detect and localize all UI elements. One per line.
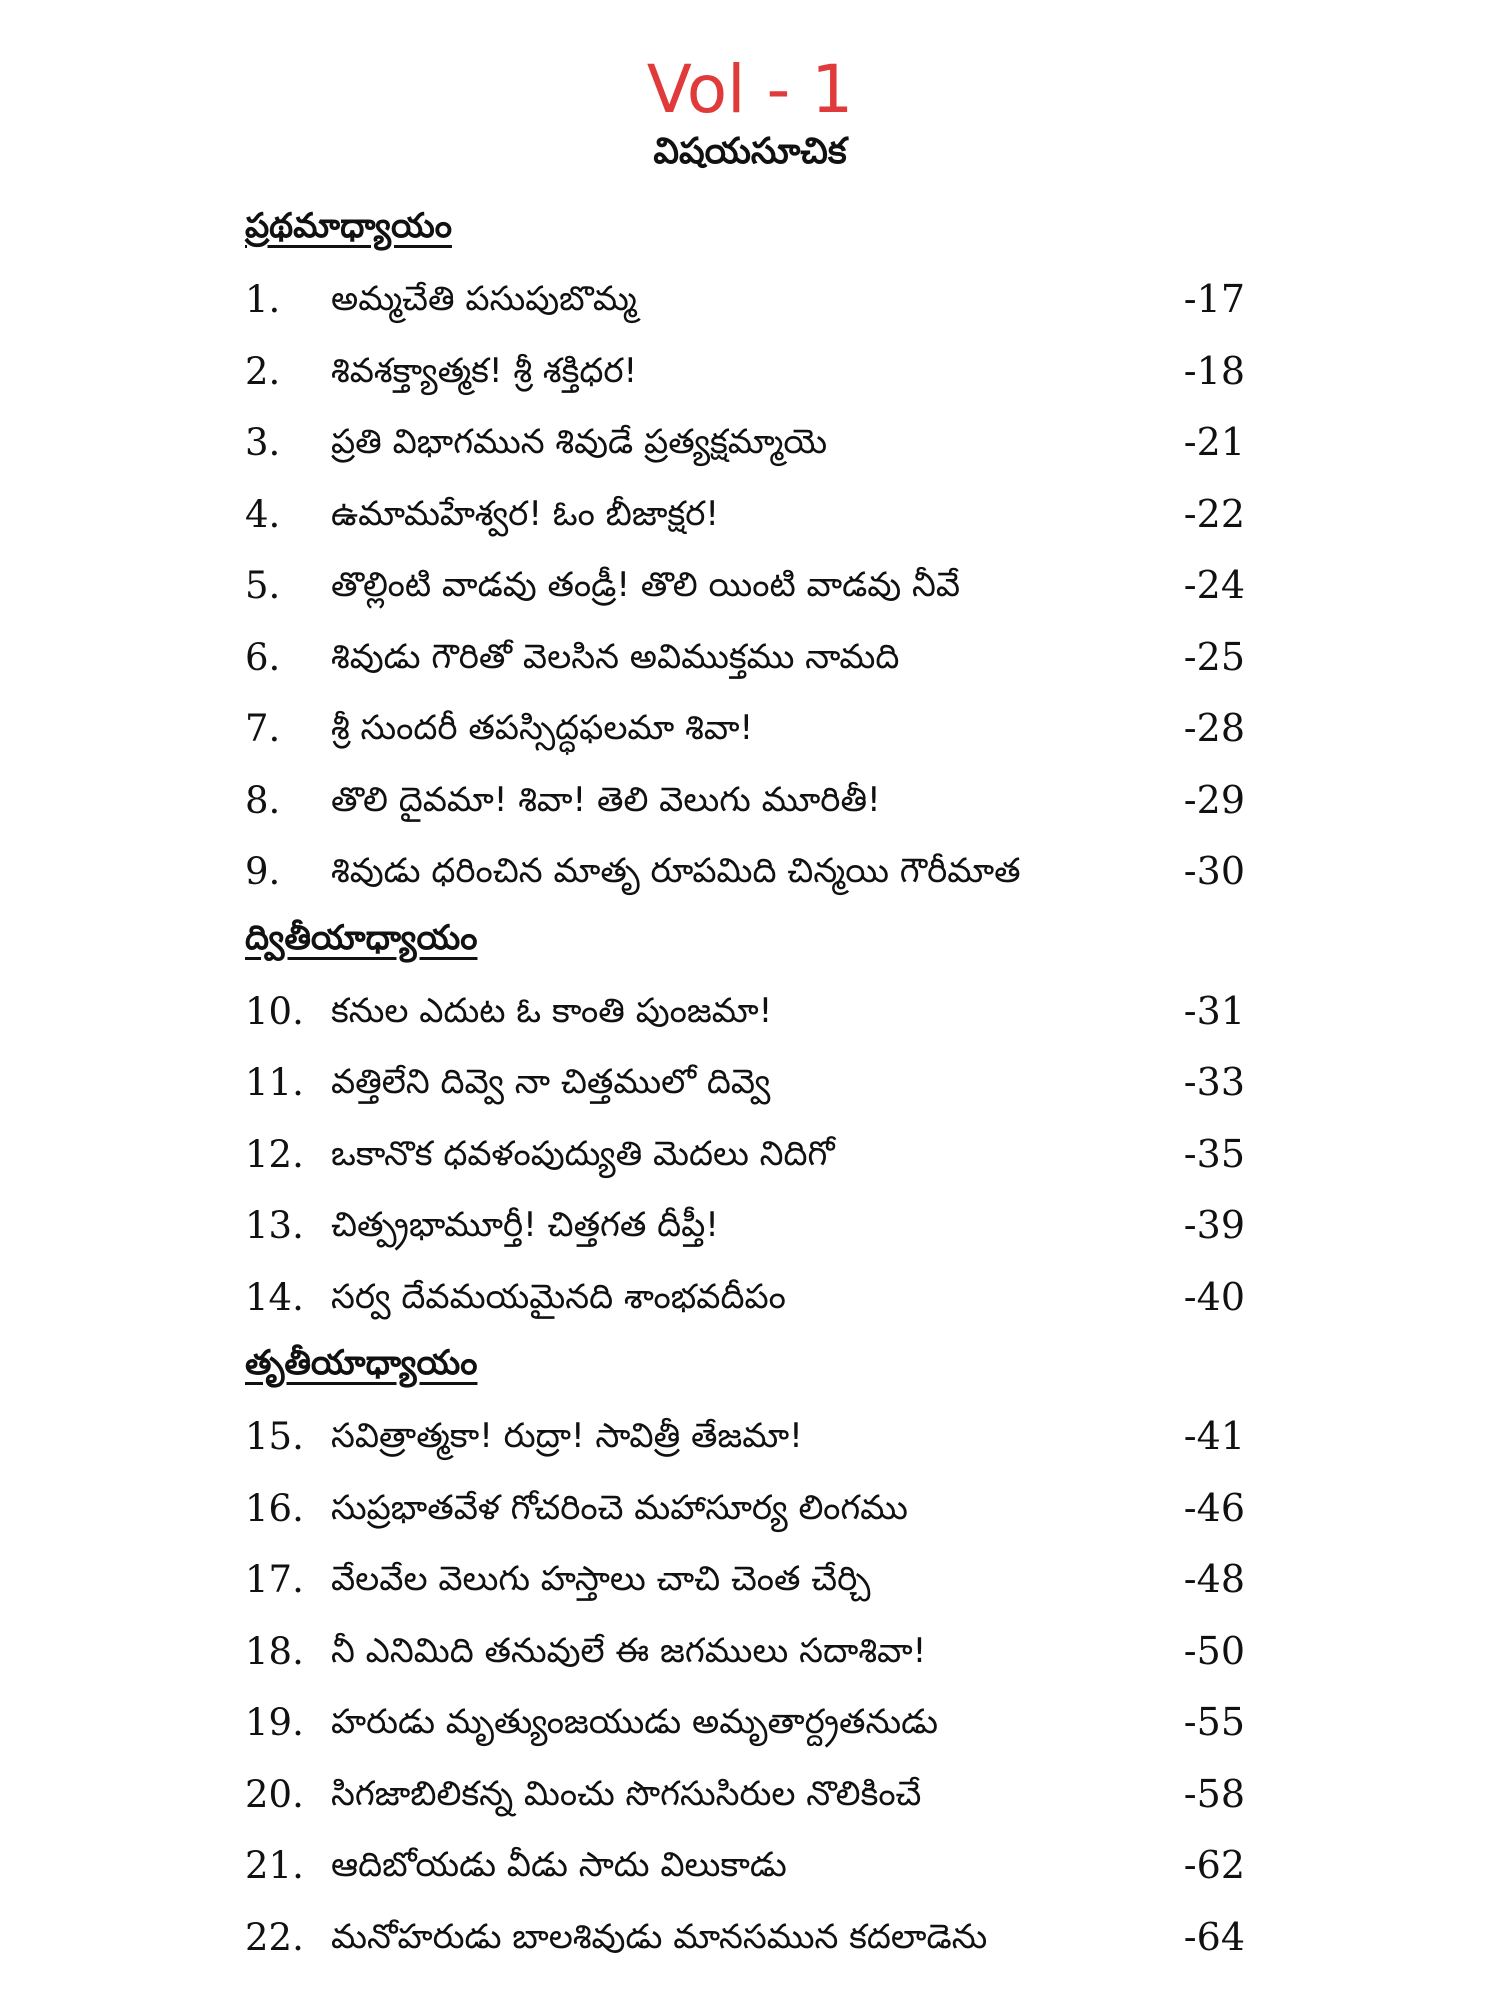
entry-title: చిత్ప్రభామూర్తీ! చిత్తగత దీప్తీ! (331, 1205, 719, 1245)
entry-page: -39 (1183, 1203, 1245, 1247)
entry-title: కనుల ఎదుట ఓ కాంతి పుంజమా! (331, 990, 773, 1031)
entry-number: 4. (245, 492, 281, 536)
entry-page: -48 (1183, 1557, 1245, 1601)
toc-entry (245, 1119, 1245, 1191)
entry-page: -50 (1183, 1628, 1245, 1673)
table-of-contents (245, 196, 1245, 1973)
entry-title: సవిత్రాత్మకా! రుద్రా! సావిత్రీ తేజమా! (331, 1416, 803, 1456)
toc-entry (245, 1687, 1245, 1759)
entry-number: 15. (245, 1415, 304, 1458)
toc-entry (245, 1262, 1245, 1334)
toc-entry (245, 1616, 1245, 1688)
entry-number: 19. (245, 1701, 304, 1744)
entry-title: మనోహరుడు బాలశివుడు మానసమున కదలాడెను (331, 1916, 988, 1957)
entry-title: ఒకానొక ధవళంపుద్యుతి మెదలు నిదిగో (331, 1133, 835, 1174)
index-title: విషయసూచిక (653, 131, 847, 172)
chapter-heading-text: ద్వితీయాధ్యాయం (245, 917, 478, 958)
entry-page: -22 (1183, 491, 1245, 536)
toc-entry (245, 693, 1245, 765)
entry-number: 1. (245, 278, 281, 321)
entry-title: శివుడు ధరించిన మాతృ రూపమిది చిన్మయి గౌరీమాత (331, 851, 1021, 891)
toc-entry (245, 1047, 1245, 1119)
entry-number: 21. (245, 1844, 304, 1887)
entry-number: 6. (245, 635, 281, 679)
entry-title: నీ ఎనిమిది తనువులే ఈ జగములు సదాశివా! (331, 1630, 927, 1671)
entry-title: అమ్మచేతి పసుపుబొమ్మ (331, 279, 637, 319)
entry-page: -18 (1183, 348, 1245, 393)
entry-title: సుప్రభాతవేళ గోచరించె మహాసూర్య లింగము (331, 1487, 908, 1528)
entry-page: -21 (1183, 420, 1245, 464)
entry-title: వత్తిలేని దివ్వె నా చిత్తములో దివ్వె (331, 1062, 771, 1102)
toc-entry (245, 479, 1245, 551)
chapter-heading (245, 1333, 1245, 1401)
entry-title: హరుడు మృత్యుంజయుడు అమృతార్ద్రతనుడు (331, 1702, 939, 1742)
entry-page: -58 (1183, 1771, 1245, 1816)
entry-title: వేలవేల వెలుగు హస్తాలు చాచి చెంత చేర్చి (331, 1559, 871, 1599)
toc-entry (245, 836, 1245, 908)
entry-title: తొలి దైవమా! శివా! తెలి వెలుగు మూరితీ! (331, 779, 881, 820)
entry-title: ప్రతి విభాగమున శివుడే ప్రత్యక్షమ్మాయె (331, 422, 828, 462)
toc-entry (245, 1759, 1245, 1831)
entry-title: సర్వ దేవమయమైనది శాంభవదీపం (331, 1276, 786, 1317)
entry-page: -55 (1183, 1700, 1245, 1744)
entry-page: -28 (1183, 706, 1245, 750)
entry-number: 14. (245, 1275, 304, 1319)
entry-number: 11. (245, 1061, 304, 1104)
toc-entry (245, 1544, 1245, 1616)
entry-number: 8. (245, 778, 281, 822)
entry-title: తొల్లింటి వాడవు తండ్రీ! తొలి యింటి వాడవు నీవే (331, 565, 961, 605)
chapter-heading (245, 196, 1245, 264)
entry-title: ఉమామహేశ్వర! ఓం బీజాక్షర! (331, 493, 719, 534)
entry-page: -46 (1183, 1485, 1245, 1530)
entry-number: 10. (245, 989, 304, 1033)
entry-number: 3. (245, 421, 281, 464)
entry-page: -24 (1183, 563, 1245, 607)
entry-number: 20. (245, 1772, 304, 1816)
entry-title: శివశక్త్యాత్మక! శ్రీ శక్తిధర! (331, 350, 638, 391)
entry-title: శివుడు గౌరితో వెలసిన అవిముక్తము నామది (331, 636, 900, 677)
toc-entry (245, 550, 1245, 622)
chapter-heading (245, 908, 1245, 976)
entry-number: 17. (245, 1558, 304, 1601)
entry-page: -35 (1183, 1131, 1245, 1176)
chapter-heading-text: తృతీయాధ్యాయం (245, 1343, 478, 1383)
entry-number: 2. (245, 349, 281, 393)
entry-page: -25 (1183, 634, 1245, 679)
entry-page: -17 (1183, 277, 1245, 321)
volume-title: Vol - 1 (646, 51, 854, 128)
entry-number: 13. (245, 1204, 304, 1247)
toc-entry (245, 976, 1245, 1048)
entry-page: -31 (1183, 988, 1245, 1033)
entry-page: -30 (1183, 849, 1245, 893)
entry-number: 18. (245, 1629, 304, 1673)
toc-entry (245, 407, 1245, 479)
toc-entry (245, 264, 1245, 336)
entry-title: ఆదిబోయడు వీడు సాదు విలుకాడు (331, 1845, 787, 1885)
toc-entry (245, 336, 1245, 408)
entry-page: -29 (1183, 777, 1245, 822)
toc-entry (245, 1190, 1245, 1262)
entry-page: -40 (1183, 1274, 1245, 1319)
toc-entry (245, 622, 1245, 694)
entry-page: -33 (1183, 1060, 1245, 1104)
entry-page: -64 (1183, 1914, 1245, 1959)
toc-entry (245, 765, 1245, 837)
entry-number: 12. (245, 1132, 304, 1176)
entry-page: -62 (1183, 1843, 1245, 1887)
entry-title: సిగజాబిలికన్న మించు సొగసుసిరుల నొలికించే (331, 1773, 922, 1814)
toc-entry (245, 1473, 1245, 1545)
toc-entry (245, 1830, 1245, 1902)
entry-number: 22. (245, 1915, 304, 1959)
entry-page: -41 (1183, 1414, 1245, 1458)
entry-title: శ్రీ సుందరీ తపస్సిద్ధఫలమా శివా! (331, 708, 754, 748)
entry-number: 7. (245, 707, 281, 750)
entry-number: 16. (245, 1486, 304, 1530)
toc-entry (245, 1902, 1245, 1974)
entry-number: 9. (245, 850, 281, 893)
toc-entry (245, 1401, 1245, 1473)
entry-number: 5. (245, 564, 281, 607)
chapter-heading-text: ప్రథమాధ్యాయం (245, 206, 452, 246)
